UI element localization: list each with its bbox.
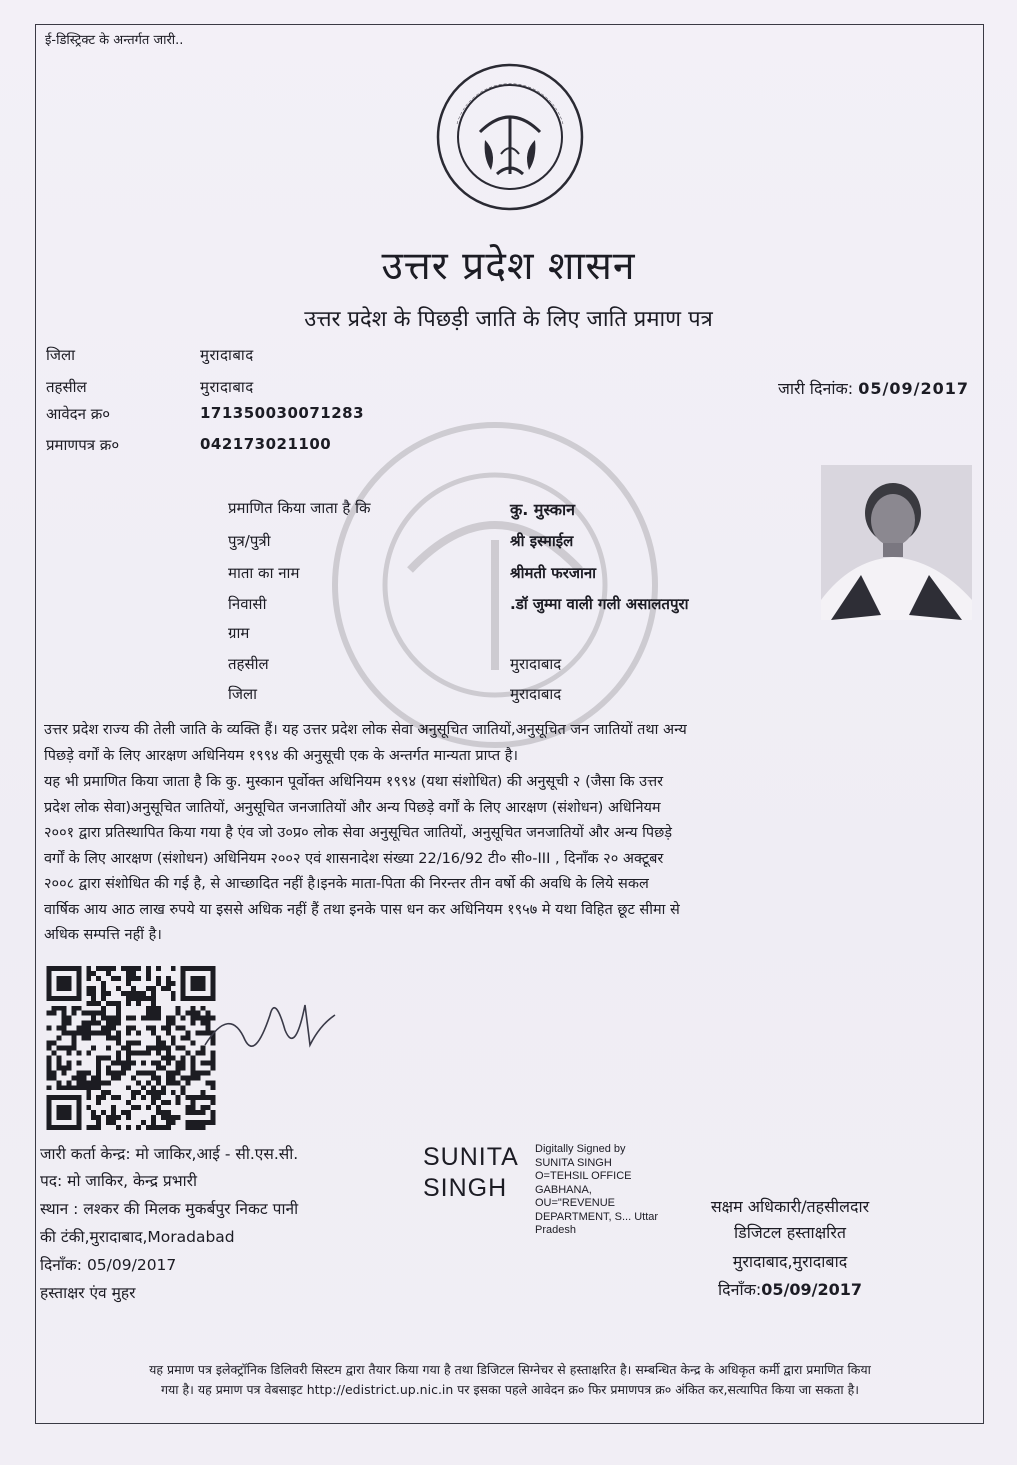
digital-signer-name [423,1142,519,1204]
income-para-line4: वर्गों के लिए आरक्षण (संशोधन) अधिनियम २००२ एवं शासनादेश संख्या 22/16/92 टी० सी०-III , दिनाँक २० अक्टूबर [44,850,664,867]
income-para-line2: प्रदेश लोक सेवा)अनुसूचित जातियों, अनुसूचित जनजातियों और अन्य पिछड़े वर्गों के लिए आरक्षण (संशोधन) अधिनियम [44,799,661,816]
income-para-line5: २००८ द्वारा संशोधित की गई है, से आच्छादित नहीं है।इनके माता-पिता की निरन्तर तीन वर्षो की अवधि के लिये सकल [44,876,649,892]
caste-para-line2: पिछड़े वर्गों के लिए आरक्षण अधिनियम १९९४ की अनुसूची एक के अन्तर्गत मान्यता प्राप्त है। [44,747,518,764]
income-para-line6: वार्षिक आय आठ लाख रुपये या इससे अधिक नहीं हैं तथा इनके पास धन कर अधिनियम १९५७ मे यथा विहित छूट सीमा से [44,901,680,918]
person-tehsil-value: मुरादाबाद [510,655,562,673]
issuer-date-value: 05/09/2017 [86,1256,177,1274]
father-name: श्री इस्माईल [510,532,574,550]
issue-date-value: 05/09/2017 [858,379,969,398]
document-title: उत्तर प्रदेश शासन [381,244,636,289]
village-label: ग्राम [228,624,250,642]
sig-detail-line: Digitally Signed by [535,1143,626,1155]
district-label: जिला [46,346,76,364]
sig-detail-line: DEPARTMENT, S... Uttar [535,1210,659,1223]
sig-detail-line: OU="REVENUE [535,1197,616,1209]
footer-note [40,1360,980,1400]
application-number-value: 171350030071283 [200,404,365,422]
watermark-seal-icon [330,420,660,750]
footer-line1: यह प्रमाण पत्र इलेक्ट्रॉनिक डिलिवरी सिस्टम द्वारा तैयार किया गया है तथा डिजिटल सिग्नेचर से हस्ताक्षरित है। सम्बन्धित केन्द्र के अधिकृत कर्मी द्वारा प्रमाणित किया [149,1362,871,1377]
issuer-place-line2: की टंकी,मुरादाबाद,Moradabad [40,1228,235,1246]
certified-label: प्रमाणित किया जाता है कि [228,499,371,517]
issuer-place-line1: स्थान : लश्कर की मिलक मुकर्बपुर निकट पानी [40,1200,299,1218]
signer-first-name: SUNITA [423,1143,519,1171]
application-number-label: आवेदन क्र० [46,405,111,423]
qr-code-icon [46,966,216,1130]
sig-detail-line: O=TEHSIL OFFICE [535,1170,632,1182]
issuer-date [40,1253,176,1275]
edistrict-note: ई-डिस्ट्रिक्ट के अन्तर्गत जारी.. [45,33,184,48]
authority-date [660,1278,920,1300]
resident-label: निवासी [228,595,267,613]
certificate-number-value: 042173021100 [200,435,332,453]
digital-signature-details [535,1143,658,1238]
sig-detail-line: GABHANA, [535,1183,592,1196]
certificate-number-label: प्रमाणपत्र क्र० [46,436,120,454]
mother-name: श्रीमती फरजाना [510,564,597,582]
handwritten-signature-icon [200,985,340,1065]
footer-line2: गया है। यह प्रमाण पत्र वेबसाइट http://edistrict.up.nic.in पर इसका पहले आवेदन क्र० फिर प्रमाणपत्र क्र० अंकित कर,सत्यापित किया जा सकता है। [160,1382,859,1397]
signer-last-name: SINGH [423,1174,508,1202]
income-para-line7: अधिक सम्पत्ति नहीं है। [44,927,162,943]
income-para-line3: २००१ द्वारा प्रतिस्थापित किया गया है एंव जो उ०प्र० लोक सेवा अनुसूचित जातियों, अनुसूचित जनजातियों और अन्य पिछड़े [44,825,673,841]
issue-date [778,377,969,399]
person-tehsil-label: तहसील [228,655,269,673]
authority-digital-signed: डिजिटल हस्ताक्षरित [734,1223,846,1242]
issue-date-label: जारी दिनांक: [778,379,854,398]
document-subtitle: उत्तर प्रदेश के पिछड़ी जाति के लिए जाति प्रमाण पत्र [304,307,713,332]
authority-date-value: 05/09/2017 [761,1280,863,1299]
applicant-portrait-icon [821,465,972,620]
authority-location: मुरादाबाद,मुरादाबाद [732,1252,848,1271]
district-value: मुरादाबाद [200,346,254,364]
resident-address: .डॉ जुम्मा वाली गली असालतपुरा [510,595,689,613]
tehsil-label: तहसील [46,378,87,396]
income-paragraph [44,770,959,949]
signature-and-seal-label: हस्ताक्षर एंव मुहर [40,1284,136,1302]
issuing-centre: जारी कर्ता केन्द्र: मो जाकिर,आई - सी.एस.सी. [40,1145,299,1163]
caste-para-line1: उत्तर प्रदेश राज्य की तेली जाति के व्यक्ति हैं। यह उत्तर प्रदेश लोक सेवा अनुसूचित जातियों,अनुसूचित जन जातियों तथा अन्य [44,722,687,738]
applicant-photo [821,465,972,620]
issuer-date-label: दिनाँक: [40,1256,82,1274]
authority-date-label: दिनाँक: [717,1280,762,1299]
issuer-designation: पद: मो जाकिर, केन्द्र प्रभारी [40,1172,197,1190]
sig-detail-line: Pradesh [535,1224,576,1236]
son-daughter-label: पुत्र/पुत्री [228,532,271,550]
mother-name-label: माता का नाम [228,564,300,582]
person-district-value: मुरादाबाद [510,685,562,703]
tehsil-value: मुरादाबाद [200,378,254,396]
person-district-label: जिला [228,685,258,703]
up-government-emblem-icon [435,62,585,212]
caste-paragraph [44,718,959,769]
income-para-line1: यह भी प्रमाणित किया जाता है कि कु. मुस्कान पूर्वोक्त अधिनियम १९९४ (यथा संशोधित) की अनुसूची २ (जैसा कि उत्तर [44,774,664,790]
authority-title: सक्षम अधिकारी/तहसीलदार [710,1197,870,1216]
sig-detail-line: SUNITA SINGH [535,1156,612,1169]
applicant-name: कु. मुस्कान [510,500,576,519]
